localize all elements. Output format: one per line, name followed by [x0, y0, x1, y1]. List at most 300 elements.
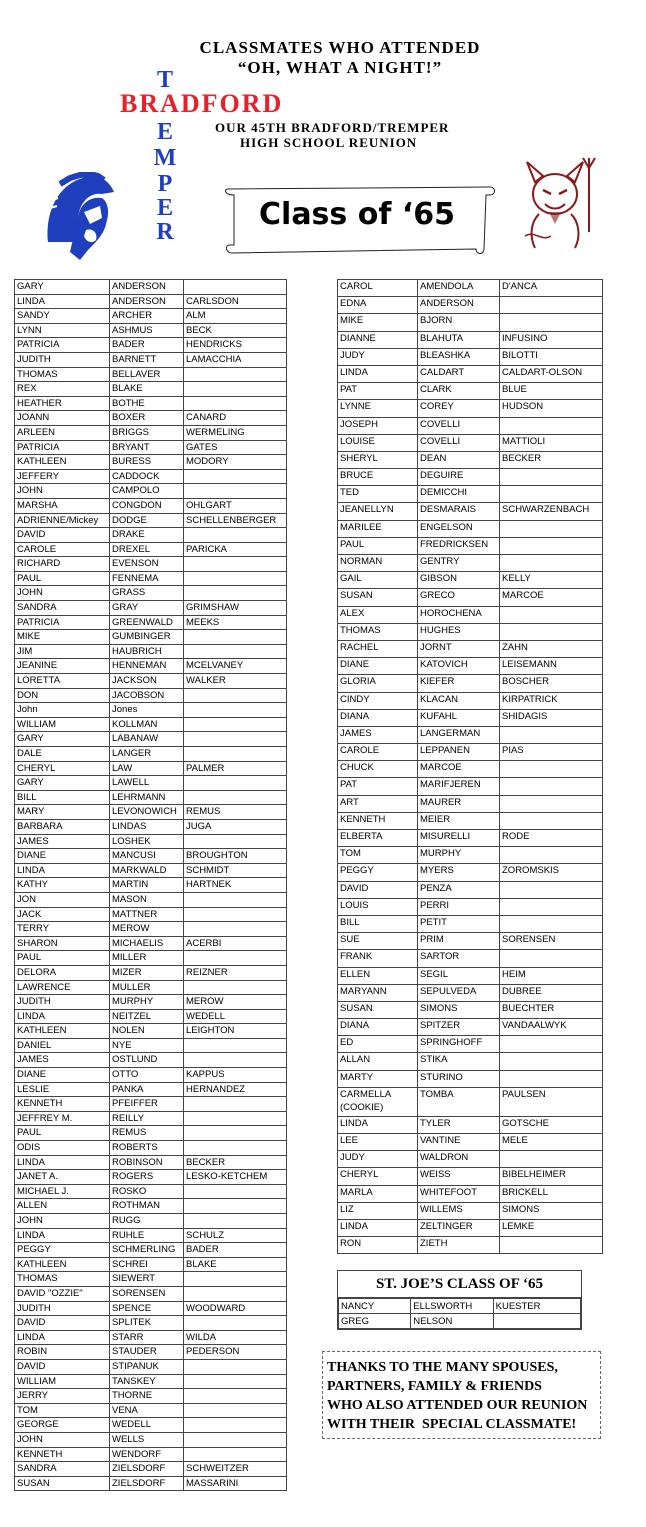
table-row [338, 778, 603, 795]
married-name-cell: BIBELHEIMER [500, 1168, 603, 1185]
last-name-cell: OTTO [110, 1068, 184, 1083]
table-row [338, 1001, 603, 1018]
married-name-cell [184, 1418, 287, 1433]
first-name-cell: ALEX [338, 606, 418, 623]
table-row [15, 382, 287, 397]
last-name-cell: REILLY [110, 1111, 184, 1126]
table-row [15, 425, 287, 440]
table-row [338, 1116, 603, 1133]
table-row [15, 1418, 287, 1433]
first-name-cell: ROBIN [15, 1345, 110, 1360]
married-name-cell [184, 747, 287, 762]
st-joes-title: ST. JOE’S CLASS OF ‘65 [338, 1271, 581, 1298]
first-name-cell: PAUL [15, 571, 110, 586]
last-name-cell: LANGER [110, 747, 184, 762]
married-name-cell [184, 469, 287, 484]
first-name-cell: DAVID [338, 881, 418, 898]
last-name-cell: DREXEL [110, 542, 184, 557]
first-name-cell: JACK [15, 907, 110, 922]
last-name-cell: BELLAVER [110, 367, 184, 382]
first-name-cell: SUSAN [338, 1001, 418, 1018]
first-name-cell: EDNA [338, 297, 418, 314]
last-name-cell: MARIFJEREN [418, 778, 500, 795]
table-row [15, 1432, 287, 1447]
table-row [338, 795, 603, 812]
table-row [15, 1024, 287, 1039]
table-row [15, 1141, 287, 1156]
last-name-cell: HENNEMAN [110, 659, 184, 674]
married-name-cell: MELE [500, 1134, 603, 1151]
married-name-cell [184, 382, 287, 397]
last-name-cell: ANDERSON [110, 280, 184, 295]
married-name-cell: MEEKS [184, 615, 287, 630]
married-name-cell [500, 623, 603, 640]
married-name-cell: BADER [184, 1243, 287, 1258]
table-row [15, 688, 287, 703]
last-name-cell: MATTNER [110, 907, 184, 922]
table-row [15, 1097, 287, 1112]
first-name-cell: DIANE [15, 1068, 110, 1083]
married-name-cell: BUECHTER [500, 1001, 603, 1018]
table-row [338, 1151, 603, 1168]
married-name-cell: SCHWEITZER [184, 1462, 287, 1477]
last-name-cell: DEAN [418, 451, 500, 468]
table-row [15, 761, 287, 776]
first-name-cell: CAROLE [15, 542, 110, 557]
last-name-cell: CALDART [418, 365, 500, 382]
married-name-cell [500, 1036, 603, 1053]
married-name-cell: GATES [184, 440, 287, 455]
last-name-cell: MIZER [110, 965, 184, 980]
married-name-cell [500, 555, 603, 572]
last-name-cell: KUFAHL [418, 709, 500, 726]
married-name-cell: MCELVANEY [184, 659, 287, 674]
married-name-cell [184, 1316, 287, 1331]
table-row [15, 1009, 287, 1024]
table-row [15, 571, 287, 586]
married-name-cell: GOTSCHE [500, 1116, 603, 1133]
table-row [15, 601, 287, 616]
married-name-cell [500, 486, 603, 503]
first-name-cell: MARILEE [338, 520, 418, 537]
first-name-cell: BRUCE [338, 469, 418, 486]
first-name-cell: BARBARA [15, 819, 110, 834]
last-name-cell: DEGUIRE [418, 469, 500, 486]
last-name-cell: DESMARAIS [418, 503, 500, 520]
first-name-cell: CAROL [338, 280, 418, 297]
table-row [15, 1126, 287, 1141]
married-name-cell: INFUSINO [500, 331, 603, 348]
table-row [338, 1219, 603, 1236]
table-row [338, 572, 603, 589]
table-row [15, 455, 287, 470]
tremper-letter: E [156, 119, 173, 145]
table-row [338, 365, 603, 382]
married-name-cell [500, 469, 603, 486]
married-name-cell [500, 1151, 603, 1168]
first-name-cell: DAVID [15, 528, 110, 543]
last-name-cell: BLAKE [110, 382, 184, 397]
married-name-cell: BOSCHER [500, 675, 603, 692]
table-row [338, 1237, 603, 1254]
married-name-cell: SCHWARZENBACH [500, 503, 603, 520]
last-name-cell: ZIELSDORF [110, 1476, 184, 1491]
married-name-cell [184, 703, 287, 718]
last-name-cell: ZELTINGER [418, 1219, 500, 1236]
first-name-cell: TOM [15, 1403, 110, 1418]
first-name-cell: THOMAS [338, 623, 418, 640]
table-row [338, 761, 603, 778]
table-row [15, 586, 287, 601]
first-name-cell: MARY [15, 805, 110, 820]
table-row [15, 1155, 287, 1170]
married-name-cell: LAMACCHIA [184, 352, 287, 367]
married-name-cell: BLAKE [184, 1257, 287, 1272]
table-row [338, 915, 603, 932]
last-name-cell: LEVONOWICH [110, 805, 184, 820]
married-name-cell: WILDA [184, 1330, 287, 1345]
table-row [338, 348, 603, 365]
last-name-cell: SARTOR [418, 950, 500, 967]
married-name-cell [184, 1389, 287, 1404]
first-name-cell: CHUCK [338, 761, 418, 778]
first-name-cell: RICHARD [15, 557, 110, 572]
married-name-cell [500, 1053, 603, 1070]
last-name-cell: GREENWALD [110, 615, 184, 630]
first-name-cell: ADRIENNE/Mickey [15, 513, 110, 528]
thanks-line: WITH THEIR SPECIAL CLASSMATE! [327, 1417, 577, 1432]
table-row [15, 1214, 287, 1229]
table-row [15, 411, 287, 426]
first-name-cell: JOANN [15, 411, 110, 426]
married-name-cell [184, 630, 287, 645]
married-name-cell: REIZNER [184, 965, 287, 980]
married-name-cell [184, 1038, 287, 1053]
first-name-cell: MIKE [15, 630, 110, 645]
class-title: Class of ‘65 [259, 197, 455, 232]
first-name-cell: ALLAN [338, 1053, 418, 1070]
first-name-cell: JUDITH [15, 995, 110, 1010]
married-name-cell: LEIGHTON [184, 1024, 287, 1039]
last-name-cell: ANDERSON [110, 294, 184, 309]
married-name-cell: GRIMSHAW [184, 601, 287, 616]
last-name-cell: KOLLMAN [110, 717, 184, 732]
married-name-cell: RODE [500, 830, 603, 847]
first-name-cell: TOM [338, 847, 418, 864]
last-name-cell: MURPHY [110, 995, 184, 1010]
last-name-cell: MURPHY [418, 847, 500, 864]
first-name-cell: CHERYL [15, 761, 110, 776]
last-name-cell: SIEWERT [110, 1272, 184, 1287]
first-name-cell: HEATHER [15, 396, 110, 411]
table-row [15, 1272, 287, 1287]
first-name-cell: THOMAS [15, 367, 110, 382]
married-name-cell [184, 1053, 287, 1068]
married-name-cell [184, 907, 287, 922]
table-row [15, 1068, 287, 1083]
married-name-cell [184, 1403, 287, 1418]
married-name-cell: SCHMIDT [184, 863, 287, 878]
last-name-cell: TOMBA [418, 1087, 500, 1116]
married-name-cell: CANARD [184, 411, 287, 426]
first-name-cell: LINDA [15, 863, 110, 878]
table-row [15, 936, 287, 951]
last-name-cell: Jones [110, 703, 184, 718]
first-name-cell: DIANA [338, 1019, 418, 1036]
married-name-cell: SIMONS [500, 1202, 603, 1219]
first-name-cell: JUDY [338, 1151, 418, 1168]
married-name-cell [184, 367, 287, 382]
last-name-cell: CONGDON [110, 498, 184, 513]
table-row [15, 790, 287, 805]
last-name-cell: RUGG [110, 1214, 184, 1229]
table-row [338, 1036, 603, 1053]
last-name-cell: MARCOE [418, 761, 500, 778]
married-name-cell: D'ANCA [500, 280, 603, 297]
married-name-cell: KAPPUS [184, 1068, 287, 1083]
table-row [338, 383, 603, 400]
table-row [15, 747, 287, 762]
married-name-cell [184, 922, 287, 937]
married-name-cell [184, 1111, 287, 1126]
married-name-cell [500, 898, 603, 915]
married-name-cell: REMUS [184, 805, 287, 820]
married-name-cell: ZOROMSKIS [500, 864, 603, 881]
first-name-cell: DAVID [15, 1359, 110, 1374]
first-name-cell: JERRY [15, 1389, 110, 1404]
first-name-cell: LYNN [15, 323, 110, 338]
married-name-cell: MARCOE [500, 589, 603, 606]
last-name-cell: ROGERS [110, 1170, 184, 1185]
married-name-cell: SCHELLENBERGER [184, 513, 287, 528]
table-row [15, 732, 287, 747]
married-name-cell [184, 1097, 287, 1112]
married-name-cell [184, 557, 287, 572]
table-row [338, 503, 603, 520]
first-name-cell: WILLIAM [15, 1374, 110, 1389]
last-name-cell: BJORN [418, 314, 500, 331]
married-name-cell: HENDRICKS [184, 338, 287, 353]
table-row [338, 1168, 603, 1185]
first-name-cell: THOMAS [15, 1272, 110, 1287]
married-name-cell [184, 396, 287, 411]
table-row [15, 892, 287, 907]
st-joes-table [338, 1298, 581, 1329]
last-name-cell: REMUS [110, 1126, 184, 1141]
last-name-cell: WEDELL [110, 1418, 184, 1433]
first-name-cell: DON [15, 688, 110, 703]
table-row [338, 726, 603, 743]
married-name-cell: MODORY [184, 455, 287, 470]
table-row [15, 1199, 287, 1214]
first-name-cell: MARTY [338, 1070, 418, 1087]
married-name-cell [493, 1314, 580, 1329]
right-names-table [337, 279, 603, 1254]
first-name-cell: SUSAN [15, 1476, 110, 1491]
married-name-cell: PIAS [500, 744, 603, 761]
first-name-cell: DALE [15, 747, 110, 762]
last-name-cell: STAUDER [110, 1345, 184, 1360]
table-row [15, 1345, 287, 1360]
last-name-cell: MEIER [418, 812, 500, 829]
married-name-cell: BECKER [184, 1155, 287, 1170]
last-name-cell: DEMICCHI [418, 486, 500, 503]
header-title [160, 38, 520, 78]
table-row [15, 1053, 287, 1068]
married-name-cell [184, 1359, 287, 1374]
last-name-cell: COVELLI [418, 417, 500, 434]
table-row [15, 834, 287, 849]
last-name-cell: MICHAELIS [110, 936, 184, 951]
last-name-cell: ROBINSON [110, 1155, 184, 1170]
married-name-cell [184, 528, 287, 543]
first-name-cell: LINDA [338, 1116, 418, 1133]
first-name-cell: JUDY [338, 348, 418, 365]
table-row [338, 331, 603, 348]
married-name-cell [184, 1199, 287, 1214]
first-name-cell: DELORA [15, 965, 110, 980]
table-row [15, 557, 287, 572]
married-name-cell: HARTNEK [184, 878, 287, 893]
first-name-cell: JEFFREY M. [15, 1111, 110, 1126]
first-name-cell: JAMES [338, 726, 418, 743]
first-name-cell: ED [338, 1036, 418, 1053]
table-row [15, 469, 287, 484]
married-name-cell [184, 834, 287, 849]
last-name-cell: HOROCHENA [418, 606, 500, 623]
first-name-cell: DIANNE [338, 331, 418, 348]
married-name-cell: JUGA [184, 819, 287, 834]
married-name-cell [500, 297, 603, 314]
table-row [15, 1243, 287, 1258]
last-name-cell: ENGELSON [418, 520, 500, 537]
thanks-note [322, 1351, 601, 1439]
first-name-cell: JEANINE [15, 659, 110, 674]
thanks-line: THANKS TO THE MANY SPOUSES, [327, 1360, 558, 1375]
table-row [15, 280, 287, 295]
married-name-cell [184, 1184, 287, 1199]
married-name-cell: ZAHN [500, 640, 603, 657]
married-name-cell [184, 1447, 287, 1462]
last-name-cell: NEITZEL [110, 1009, 184, 1024]
table-row [15, 630, 287, 645]
married-name-cell: ACERBI [184, 936, 287, 951]
first-name-cell: DAVID "OZZIE" [15, 1286, 110, 1301]
married-name-cell [500, 761, 603, 778]
last-name-cell: LOSHEK [110, 834, 184, 849]
table-row [15, 352, 287, 367]
last-name-cell: SPRINGHOFF [418, 1036, 500, 1053]
married-name-cell [184, 571, 287, 586]
first-name-cell: SHERYL [338, 451, 418, 468]
table-row [338, 812, 603, 829]
header-line2: “OH, WHAT A NIGHT!” [237, 58, 443, 77]
first-name-cell: CARMELLA (COOKIE) [338, 1087, 418, 1116]
devil-mascot-icon [505, 152, 605, 252]
table-row [15, 863, 287, 878]
last-name-cell: CAMPOLO [110, 484, 184, 499]
table-row [15, 674, 287, 689]
first-name-cell: SANDRA [15, 1462, 110, 1477]
last-name-cell: NYE [110, 1038, 184, 1053]
table-row [15, 309, 287, 324]
last-name-cell: CADDOCK [110, 469, 184, 484]
married-name-cell [500, 795, 603, 812]
first-name-cell: JAMES [15, 834, 110, 849]
married-name-cell: HERNANDEZ [184, 1082, 287, 1097]
first-name-cell: GREG [339, 1314, 411, 1329]
table-row [338, 1134, 603, 1151]
first-name-cell: CHERYL [338, 1168, 418, 1185]
first-name-cell: JANET A. [15, 1170, 110, 1185]
married-name-cell: HUDSON [500, 400, 603, 417]
table-row [15, 1476, 287, 1491]
last-name-cell: MANCUSI [110, 849, 184, 864]
married-name-cell: LEISEMANN [500, 658, 603, 675]
table-row [15, 965, 287, 980]
first-name-cell: LYNNE [338, 400, 418, 417]
last-name-cell: PFEIFFER [110, 1097, 184, 1112]
married-name-cell [184, 951, 287, 966]
table-row [339, 1314, 581, 1329]
last-name-cell: STURINO [418, 1070, 500, 1087]
first-name-cell: LINDA [15, 1228, 110, 1243]
married-name-cell: SCHULZ [184, 1228, 287, 1243]
table-row [338, 847, 603, 864]
last-name-cell: COREY [418, 400, 500, 417]
table-row [15, 776, 287, 791]
married-name-cell [500, 812, 603, 829]
married-name-cell: ALM [184, 309, 287, 324]
first-name-cell: PEGGY [15, 1243, 110, 1258]
first-name-cell: JUDITH [15, 352, 110, 367]
last-name-cell: WALDRON [418, 1151, 500, 1168]
last-name-cell: KATOVICH [418, 658, 500, 675]
table-row [338, 1019, 603, 1036]
married-name-cell: BROUGHTON [184, 849, 287, 864]
first-name-cell: LESLIE [15, 1082, 110, 1097]
last-name-cell: SIMONS [418, 1001, 500, 1018]
married-name-cell: BECK [184, 323, 287, 338]
first-name-cell: LORETTA [15, 674, 110, 689]
last-name-cell: MEROW [110, 922, 184, 937]
table-row [338, 709, 603, 726]
first-name-cell: GAIL [338, 572, 418, 589]
married-name-cell [500, 606, 603, 623]
first-name-cell: DANIEL [15, 1038, 110, 1053]
reunion-line1: OUR 45TH BRADFORD/TREMPER [215, 120, 450, 135]
last-name-cell: STIPANUK [110, 1359, 184, 1374]
married-name-cell [184, 586, 287, 601]
first-name-cell: PATRICIA [15, 440, 110, 455]
table-row [339, 1299, 581, 1314]
married-name-cell [500, 950, 603, 967]
last-name-cell: SPENCE [110, 1301, 184, 1316]
thanks-line: PARTNERS, FAMILY & FRIENDS [327, 1379, 542, 1394]
first-name-cell: LOUIS [338, 898, 418, 915]
table-row [15, 1359, 287, 1374]
last-name-cell: FREDRICKSEN [418, 537, 500, 554]
table-row [15, 1301, 287, 1316]
first-name-cell: PATRICIA [15, 338, 110, 353]
last-name-cell: RUHLE [110, 1228, 184, 1243]
last-name-cell: JORNT [418, 640, 500, 657]
first-name-cell: TED [338, 486, 418, 503]
last-name-cell: WILLEMS [418, 1202, 500, 1219]
first-name-cell: JAMES [15, 1053, 110, 1068]
first-name-cell: KENNETH [15, 1097, 110, 1112]
first-name-cell: WILLIAM [15, 717, 110, 732]
